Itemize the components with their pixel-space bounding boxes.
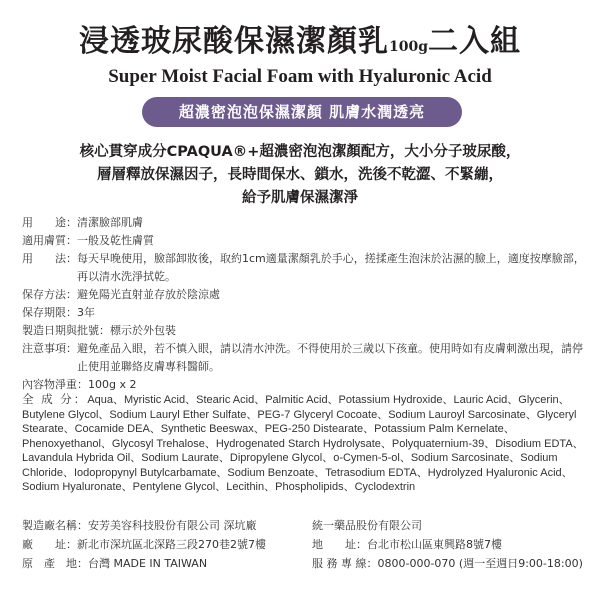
spec-method <box>22 250 588 286</box>
spec-storage <box>22 286 588 304</box>
spec-usage-value: 清潔臉部肌膚 <box>77 216 143 229</box>
spec-net-value: 100g x 2 <box>88 378 137 391</box>
intro-line-2: 層層釋放保濕因子，長時間保水、鎖水，洗後不乾澀、不緊繃， <box>97 167 503 183</box>
factory-label: 廠 址： <box>22 538 77 551</box>
distributor-info <box>312 516 592 573</box>
service-row <box>312 554 592 573</box>
spec-method-label: 用 法： <box>22 252 77 265</box>
factory-row <box>22 535 312 554</box>
ingredient-list <box>22 392 588 495</box>
service-value: 0800-000-070 (週一至週日9:00-18:00) <box>377 557 583 570</box>
spec-shelf-life <box>22 304 588 322</box>
spec-date-label: 製造日期與批號： <box>22 324 110 337</box>
spec-skin-label: 適用膚質： <box>22 234 77 247</box>
spec-list <box>22 214 588 394</box>
factory-value: 新北市深坑區北深路三段270巷2號7樓 <box>77 538 266 551</box>
service-label: 服 務 專 線： <box>312 557 378 570</box>
spec-usage <box>22 214 588 232</box>
spec-date-value: 標示於外包裝 <box>110 324 176 337</box>
ingredient-label: 全 成 分： <box>22 392 88 406</box>
spec-caution-label: 注意事項： <box>22 342 77 355</box>
spec-skin-value: 一般及乾性膚質 <box>77 234 154 247</box>
spec-storage-label: 保存方法： <box>22 288 77 301</box>
product-weight: 100g <box>388 39 428 55</box>
maker-label: 製造廠名稱： <box>22 519 88 532</box>
spec-method-value: 每天早晚使用，臉部卸妝後，取約1cm適量潔顏乳於手心，搓揉產生泡沫於沾濕的臉上，適度按摩臉部，再以清水洗淨拭乾。 <box>77 252 585 283</box>
spec-shelf-value: 3年 <box>77 306 95 319</box>
origin-label: 原 產 地： <box>22 557 88 570</box>
spec-date <box>22 322 588 340</box>
distributor-name: 統一藥品股份有限公司 <box>312 519 422 532</box>
feature-banner: 超濃密泡泡保濕潔顏 肌膚水潤透亮 <box>142 97 462 127</box>
spec-caution <box>22 340 588 376</box>
ingredient-text: Aqua、Myristic Acid、Stearic Acid、Palmitic Acid、Potassium Hydroxide、Lauric Acid、Glycerin、Butylene Glycol、Sodium Lauryl Ether Sulfate、PEG-7 Glyceryl Cocoate、Sodium Lauroyl Sarcosinate、Glyceryl Stearate、Cocamide DEA、Synthetic Beeswax、PEG-250 Distearate、Potassium Palm Kernelate、Phenoxyethanol、Glycosyl Trehalose、Hydrogenated Starch Hydrolysate、Polyquaternium-39、Disodium EDTA、Lavandula Hybrida Oil、Sodium Laurate、Dipropylene Glycol、o-Cymen-5-ol、Sodium Sarcosinate、Sodium Chloride、Iodopropynyl Butylcarbamate、Sodium Benzoate、Tetrasodium EDTA、Hydrolyzed Hyaluronic Acid、Sodium Hyaluronate、Pentylene Glycol、Lecithin、Phospholipids、Cyclodextrin <box>22 394 584 493</box>
product-title-main: 浸透玻尿酸保濕潔顏乳 <box>78 24 389 59</box>
spec-net-label: 內容物淨重： <box>22 378 88 391</box>
address-row <box>312 535 592 554</box>
spec-usage-label: 用 途： <box>22 216 77 229</box>
product-title-suffix: 二入組 <box>428 24 521 59</box>
origin-value: 台灣 MADE IN TAIWAN <box>88 557 208 570</box>
spec-skin <box>22 232 588 250</box>
address-value: 台北市松山區東興路8號7樓 <box>367 538 502 551</box>
product-subtitle: Super Moist Facial Foam with Hyaluronic Acid <box>108 66 492 87</box>
intro-line-1: 核心貫穿成分CPAQUA®+超濃密泡泡潔顏配方，大小分子玻尿酸， <box>79 144 521 160</box>
intro-text <box>0 141 600 210</box>
intro-line-3: 給予肌膚保濕潔淨 <box>242 190 358 206</box>
spec-caution-value: 避免產品入眼，若不慎入眼，請以清水沖洗。不得使用於三歲以下孩童。使用時如有皮膚刺激出現，請停止使用並聯絡皮膚專科醫師。 <box>77 342 583 373</box>
spec-shelf-label: 保存期限： <box>22 306 77 319</box>
distributor-row <box>312 516 592 535</box>
maker-row <box>22 516 312 535</box>
manufacturer-info <box>22 516 312 573</box>
origin-row <box>22 554 312 573</box>
address-label: 地 址： <box>312 538 367 551</box>
product-title <box>0 16 600 60</box>
spec-storage-value: 避免陽光直射並存放於陰涼處 <box>77 288 220 301</box>
maker-value: 安芳美容科技股份有限公司 深坑廠 <box>88 519 257 532</box>
